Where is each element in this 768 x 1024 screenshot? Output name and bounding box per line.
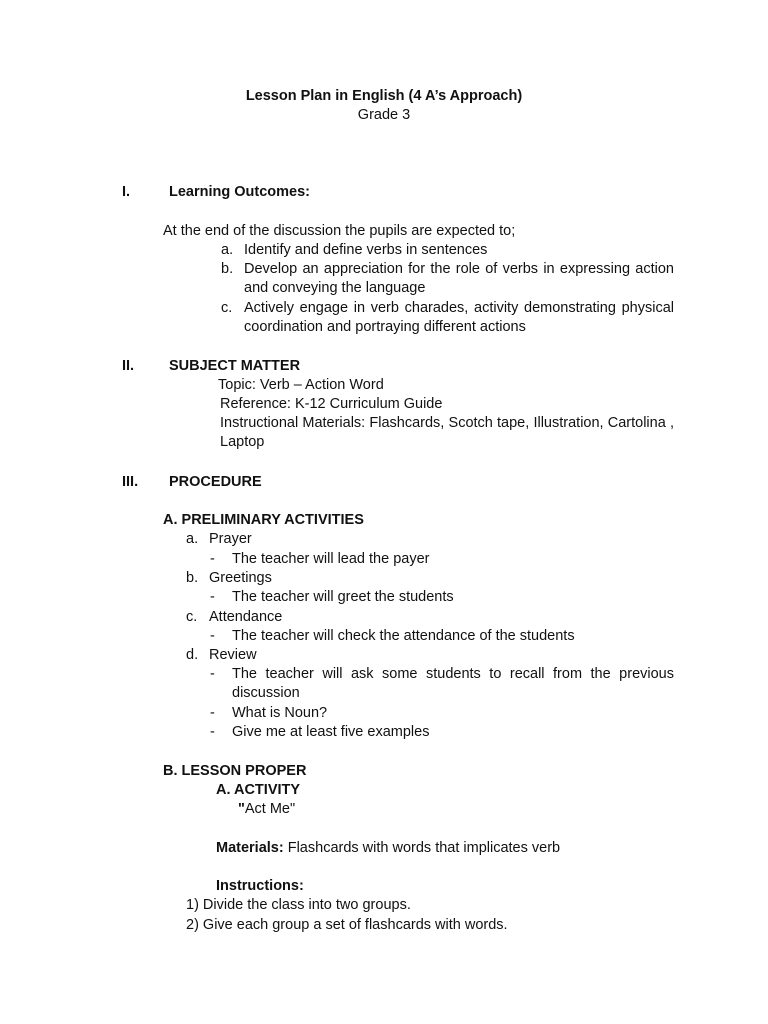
- section-3-heading: PROCEDURE: [169, 474, 262, 490]
- activity-detail-review-1: The teacher will ask some students to recall from the previous discussion: [232, 666, 674, 702]
- activity-detail-attendance: The teacher will check the attendance of the students: [232, 628, 575, 644]
- outcome-marker-b: b.: [221, 261, 234, 277]
- lesson-proper-heading: B. LESSON PROPER: [163, 763, 307, 779]
- outcome-text-a: Identify and define verbs in sentences: [244, 242, 488, 258]
- activity-label-attendance: Attendance: [209, 609, 283, 625]
- outcome-text-b: Develop an appreciation for the role of verbs in expressing action and conveying the language: [244, 261, 674, 297]
- instruction-step-1: 1) Divide the class into two groups.: [186, 897, 411, 913]
- activity-detail-review-3: Give me at least five examples: [232, 724, 430, 740]
- bullet-dash: -: [210, 589, 215, 605]
- materials-text: Flashcards with words that implicates verb: [283, 840, 561, 856]
- activity-detail-prayer: The teacher will lead the payer: [232, 551, 430, 567]
- subject-reference: Reference: K-12 Curriculum Guide: [220, 396, 443, 412]
- activity-label-prayer: Prayer: [209, 531, 252, 547]
- outcome-text-c: Actively engage in verb charades, activity demonstrating physical coordination and portraying different actions: [244, 300, 674, 336]
- document-subtitle: Grade 3: [357, 107, 411, 123]
- activity-marker-d: d.: [186, 647, 199, 663]
- document-title: Lesson Plan in English (4 A’s Approach): [245, 88, 523, 104]
- outcome-marker-a: a.: [221, 242, 234, 258]
- activity-name: [238, 800, 295, 819]
- outcome-marker-c: c.: [221, 300, 233, 316]
- section-1-heading: Learning Outcomes:: [169, 184, 310, 200]
- activity-detail-greetings: The teacher will greet the students: [232, 589, 454, 605]
- section-1-numeral: I.: [122, 184, 131, 200]
- materials-line: [216, 839, 560, 858]
- section-3-numeral: III.: [122, 474, 139, 490]
- activity-marker-b: b.: [186, 570, 199, 586]
- activity-open-quote: ": [238, 801, 245, 817]
- bullet-dash: -: [210, 724, 215, 740]
- activity-heading: A. ACTIVITY: [216, 782, 301, 798]
- section-2-numeral: II.: [122, 358, 135, 374]
- bullet-dash: -: [210, 705, 215, 721]
- activity-detail-review-2: What is Noun?: [232, 705, 328, 721]
- bullet-dash: -: [210, 666, 215, 682]
- bullet-dash: -: [210, 551, 215, 567]
- bullet-dash: -: [210, 628, 215, 644]
- instructions-label: Instructions:: [216, 878, 304, 894]
- activity-label-greetings: Greetings: [209, 570, 272, 586]
- materials-label: Materials:: [216, 840, 284, 856]
- subject-topic: Topic: Verb – Action Word: [218, 377, 384, 393]
- section-1-intro: At the end of the discussion the pupils are expected to;: [163, 223, 516, 239]
- activity-marker-c: c.: [186, 609, 198, 625]
- subject-materials: Instructional Materials: Flashcards, Scotch tape, Illustration, Cartolina , Laptop: [220, 415, 674, 451]
- instruction-step-2: 2) Give each group a set of flashcards with words.: [186, 917, 508, 933]
- activity-marker-a: a.: [186, 531, 199, 547]
- activity-name-text: Act Me": [244, 801, 296, 817]
- activity-label-review: Review: [209, 647, 257, 663]
- preliminary-activities-heading: A. PRELIMINARY ACTIVITIES: [163, 512, 364, 528]
- section-2-heading: SUBJECT MATTER: [169, 358, 301, 374]
